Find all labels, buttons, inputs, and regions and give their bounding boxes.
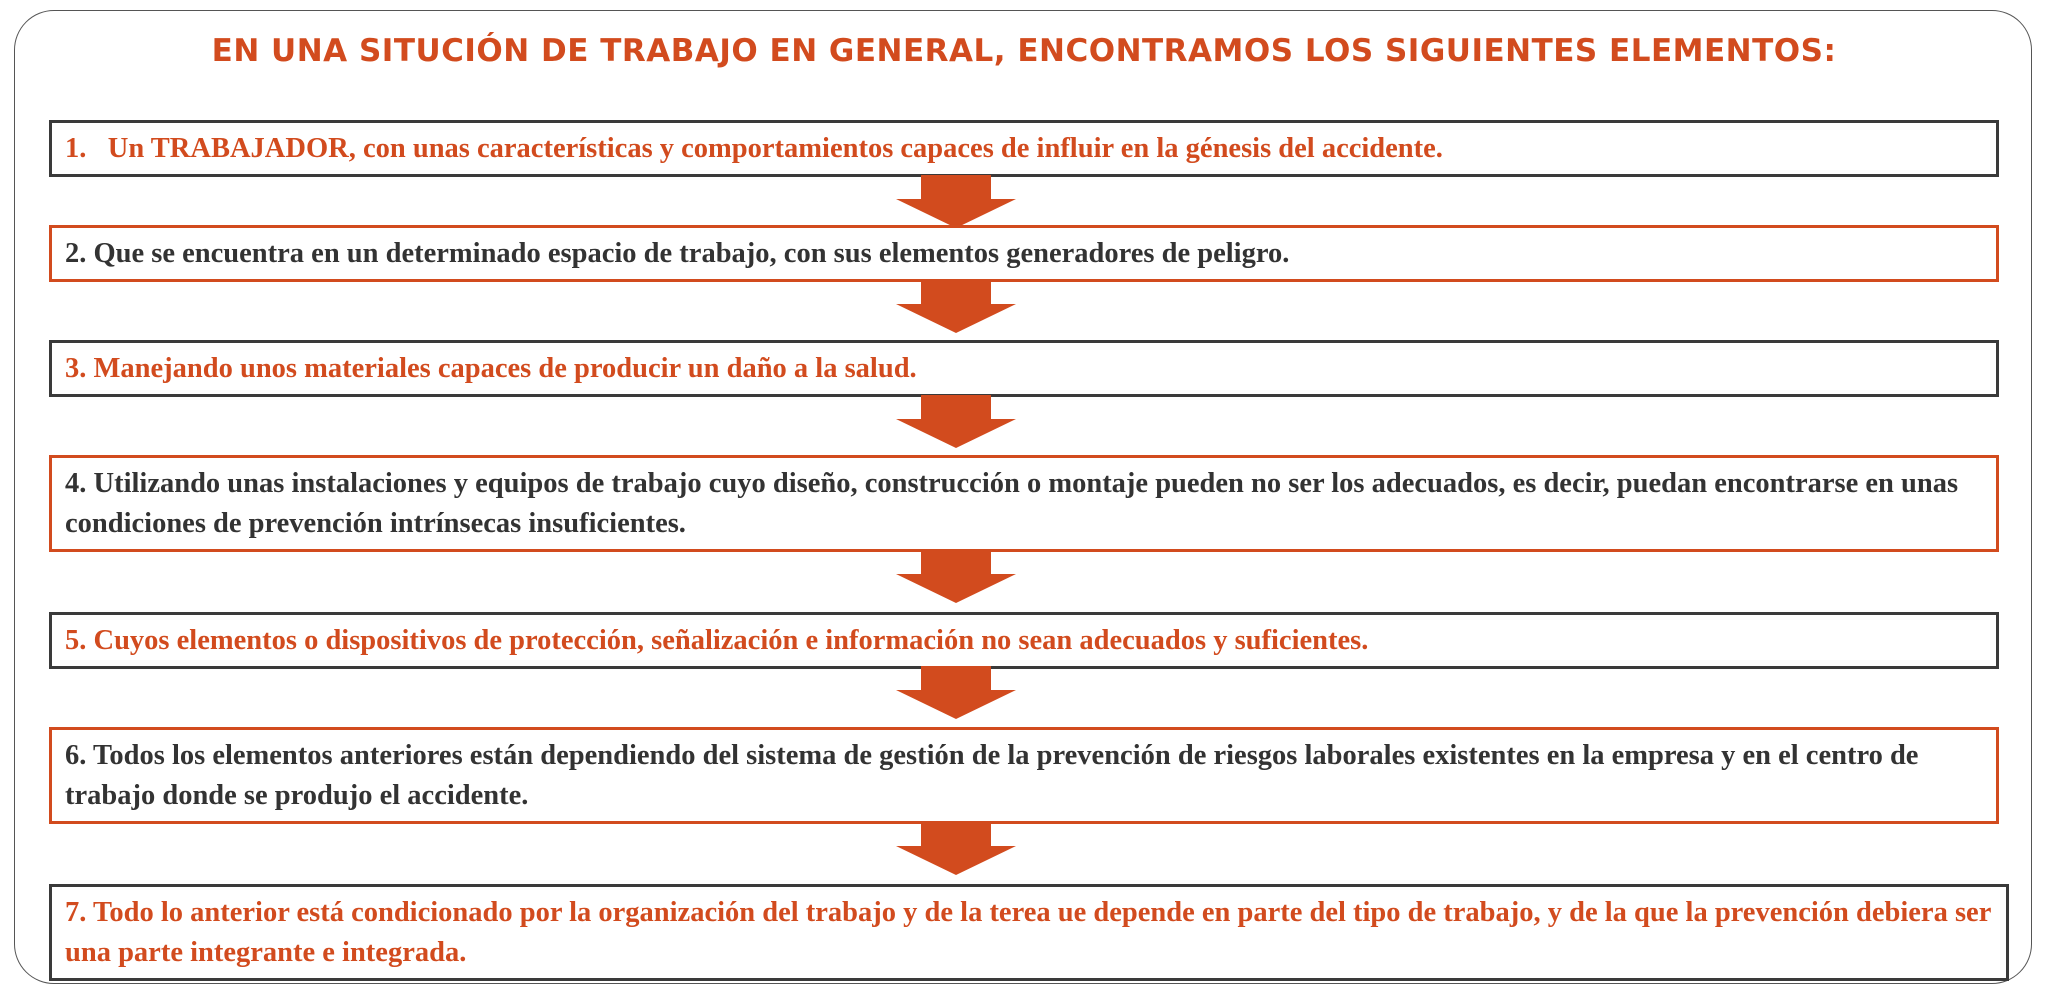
down-arrow-icon — [896, 280, 1016, 333]
step-text-4: 4. Utilizando unas instalaciones y equipos de trabajo cuyo diseño, construcción o montaje pueden no ser los adecuados, es decir, puedan encontrarse en unas condiciones de prevención intrínsecas insuficientes. — [65, 467, 1959, 539]
step-text-7: 7. Todo lo anterior está condicionado por la organización del trabajo y de la terea ue depende en parte del tipo de trabajo, y de la que la prevención debiera ser una parte integrante e integrada. — [65, 896, 1991, 968]
step-box-7 — [49, 884, 2009, 981]
down-arrow-icon — [896, 666, 1016, 719]
down-arrow-icon — [896, 550, 1016, 603]
step-box-6 — [49, 727, 1999, 824]
step-text-2: 2. Que se encuentra en un determinado espacio de trabajo, con sus elementos generadores de peligro. — [65, 237, 1290, 269]
step-text-3: 3. Manejando unos materiales capaces de producir un daño a la salud. — [65, 352, 917, 384]
step-text-5: 5. Cuyos elementos o dispositivos de protección, señalización e información no sean adecuados y suficientes. — [65, 624, 1369, 656]
step-box-2 — [49, 225, 1999, 282]
step-box-3 — [49, 340, 1999, 397]
down-arrow-icon — [896, 822, 1016, 875]
down-arrow-icon — [896, 395, 1016, 448]
step-box-1 — [49, 120, 1999, 177]
step-box-4 — [49, 455, 1999, 552]
down-arrow-icon — [896, 175, 1016, 228]
page-title: EN UNA SITUCIÓN DE TRABAJO EN GENERAL, ENCONTRAMOS LOS SIGUIENTES ELEMENTOS: — [211, 33, 1837, 69]
step-box-5 — [49, 612, 1999, 669]
step-text-1: 1. Un TRABAJADOR, con unas características y comportamientos capaces de influir en la génesis del accidente. — [65, 132, 1443, 164]
step-text-6: 6. Todos los elementos anteriores están dependiendo del sistema de gestión de la prevención de riesgos laborales existentes en la empresa y en el centro de trabajo donde se produjo el accidente. — [65, 739, 1919, 811]
